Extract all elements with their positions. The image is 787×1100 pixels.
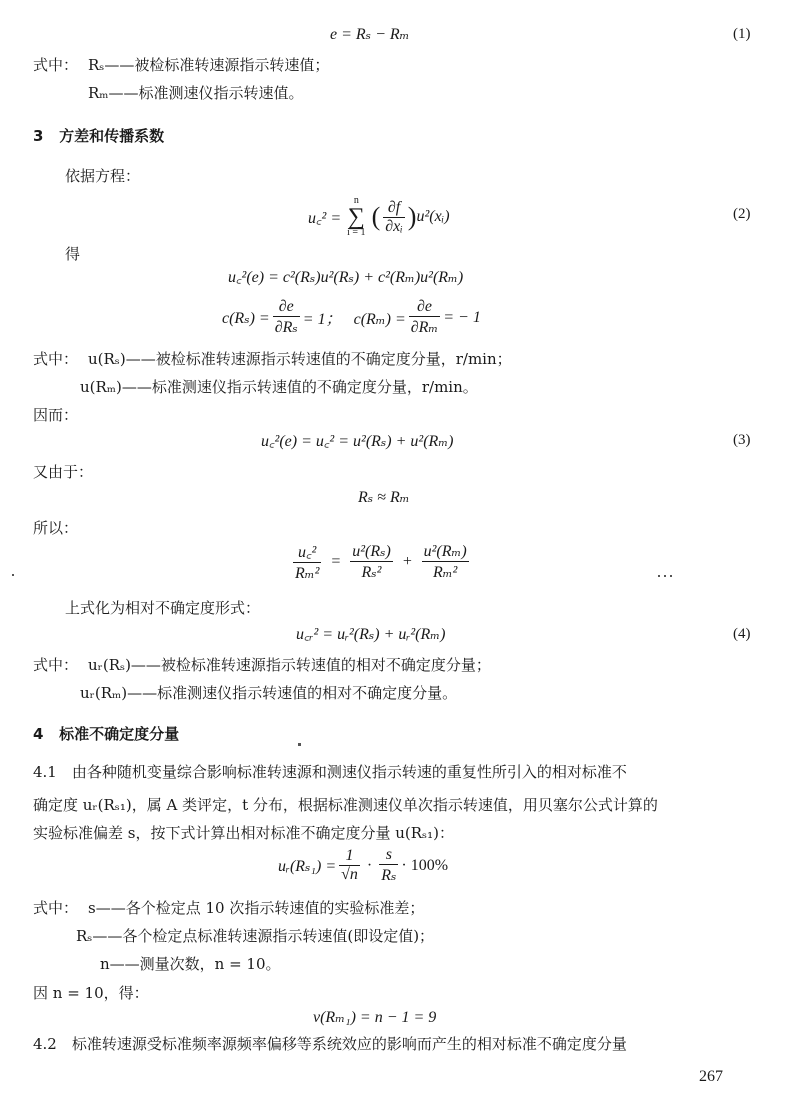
ur-lhs: uᵣ(Rₛ₁) = (278, 857, 337, 875)
definition-s: s——各个检定点 10 次指示转速值的实验标准差； (88, 899, 425, 917)
coef2-denominator: ∂Rₘ (410, 319, 439, 336)
equation-ur-rs1 (278, 846, 448, 885)
equation-approx: Rₛ ≈ Rₘ (358, 489, 410, 506)
section-title: 标准不确定度分量 (59, 725, 180, 743)
section-number: 3 (33, 127, 44, 145)
ratio3-numerator: u²(Rₘ) (423, 543, 467, 560)
section-number: 4 (33, 725, 44, 743)
text-since-n: 因 n = 10，得： (33, 984, 149, 1002)
definition-lead: 式中： (33, 350, 79, 368)
right-paren: ) (407, 202, 417, 231)
scan-speck (12, 574, 14, 576)
sum-upper: n (353, 195, 359, 206)
definition-n: n——测量次数，n = 10。 (100, 955, 281, 973)
ratio2-denominator: Rₛ² (361, 564, 382, 581)
text-so: 所以： (33, 519, 79, 537)
text-also-since: 又由于： (33, 463, 94, 481)
ur1-denominator: √n (341, 866, 358, 883)
ur-fraction-1 (339, 847, 360, 884)
scan-speck (298, 743, 301, 746)
definition-lead: 式中： (33, 656, 79, 674)
equation-number-1: (1) (733, 26, 751, 42)
equation-uc-expansion: u꜀²(e) = c²(Rₛ)u²(Rₛ) + c²(Rₘ)u²(Rₘ) (228, 269, 464, 286)
summation (347, 196, 365, 238)
equation-2 (308, 196, 450, 238)
text-according-equation: 依据方程： (65, 167, 141, 185)
definition-u-rm: u(Rₘ)——标准测速仪指示转速值的不确定度分量，r/min。 (80, 378, 478, 396)
left-paren: ( (371, 202, 381, 231)
paragraph-4-1-line-2: 确定度 uᵣ(Rₛ₁)，属 A 类评定，t 分布，根据标准测速仪单次指示转速值，用贝塞尔公式计算的 (33, 796, 658, 814)
scan-speck (658, 575, 660, 577)
equation-number-3: (3) (733, 432, 751, 448)
ratio-fraction-2 (350, 541, 393, 582)
sum-lower: i = 1 (347, 227, 366, 238)
ratio-fraction-1 (293, 540, 321, 583)
equation-3: u꜀²(e) = u꜀² = u²(Rₛ) + u²(Rₘ) (261, 433, 454, 450)
eq2-tail: u²(xᵢ) (416, 208, 450, 225)
ratio3-denominator: Rₘ² (432, 564, 458, 581)
equation-4: u꜀ᵣ² = uᵣ²(Rₛ) + uᵣ²(Rₘ) (296, 626, 446, 643)
ratio-equals: = (330, 552, 342, 570)
equation-number-4: (4) (733, 626, 751, 642)
definition-lead: 式中： (33, 56, 79, 74)
ur2-numerator: s (379, 846, 398, 865)
equation-ratio (290, 540, 472, 583)
ratio-fraction-3 (422, 541, 469, 582)
section-4-heading (33, 723, 179, 744)
section-title: 方差和传播系数 (59, 127, 165, 145)
equation-number-2: (2) (733, 206, 751, 222)
page-number: 267 (699, 1068, 723, 1085)
definition-rs: Rₛ——被检标准转速源指示转速值； (88, 56, 330, 74)
ur-dot: · (366, 856, 373, 874)
coef-fraction-1 (273, 298, 300, 337)
scan-speck (664, 575, 666, 577)
partial-fraction (383, 199, 405, 236)
paragraph-4-1-line-3: 实验标准偏差 s，按下式计算出相对标准不确定度分量 u(Rₛ₁)： (33, 824, 454, 842)
coef-fraction-2 (409, 298, 441, 337)
coef2-numerator: ∂e (409, 298, 441, 317)
text-therefore: 因而： (33, 406, 79, 424)
equation-sensitivity-coefficients (222, 298, 481, 337)
definition-lead: 式中： (33, 899, 79, 917)
ur1-numerator: 1 (339, 847, 360, 866)
ratio1-numerator: u꜀² (293, 540, 321, 563)
text-relative-form: 上式化为相对不确定度形式： (65, 599, 261, 617)
section-3-heading (33, 125, 164, 146)
coef-left: c(Rₛ) = (222, 309, 270, 327)
coef1-numerator: ∂e (273, 298, 300, 317)
text-obtain: 得 (65, 245, 81, 263)
equation-1: e = Rₛ − Rₘ (330, 26, 410, 43)
ur-tail: · 100% (401, 856, 449, 874)
coef-mid: = 1； c(Rₘ) = (302, 311, 406, 328)
definition-rm: Rₘ——标准测速仪指示转速值。 (88, 84, 304, 102)
coef1-denominator: ∂Rₛ (274, 319, 298, 336)
ratio2-numerator: u²(Rₛ) (352, 543, 391, 560)
definition-u-rs: u(Rₛ)——被检标准转速源指示转速值的不确定度分量，r/min； (88, 350, 512, 368)
definition-ur-rs: uᵣ(Rₛ)——被检标准转速源指示转速值的相对不确定度分量； (88, 656, 491, 674)
ur-fraction-2 (379, 846, 398, 885)
definition-rs-setpoint: Rₛ——各个检定点标准转速源指示转速值(即设定值)； (76, 927, 435, 945)
ratio-plus: + (401, 552, 413, 570)
paragraph-4-2: 4.2 标准转速源受标准频率源频率偏移等系统效应的影响而产生的相对标准不确定度分量 (33, 1035, 627, 1053)
equation-degrees-of-freedom: ν(Rₘ₁) = n − 1 = 9 (313, 1009, 437, 1026)
frac-numerator: ∂f (383, 199, 405, 218)
eq2-lhs: u꜀² = (308, 210, 342, 227)
ur2-denominator: Rₛ (381, 867, 397, 884)
paragraph-4-1-line-1: 4.1 由各种随机变量综合影响标准转速源和测速仪指示转速的重复性所引入的相对标准不 (33, 763, 627, 781)
scan-speck (670, 575, 672, 577)
coef-right: = − 1 (443, 308, 481, 326)
definition-ur-rm: uᵣ(Rₘ)——标准测速仪指示转速值的相对不确定度分量。 (80, 684, 458, 702)
ratio1-denominator: Rₘ² (295, 565, 320, 582)
sum-symbol: ∑ (347, 204, 365, 230)
frac-denominator: ∂xᵢ (385, 217, 403, 235)
